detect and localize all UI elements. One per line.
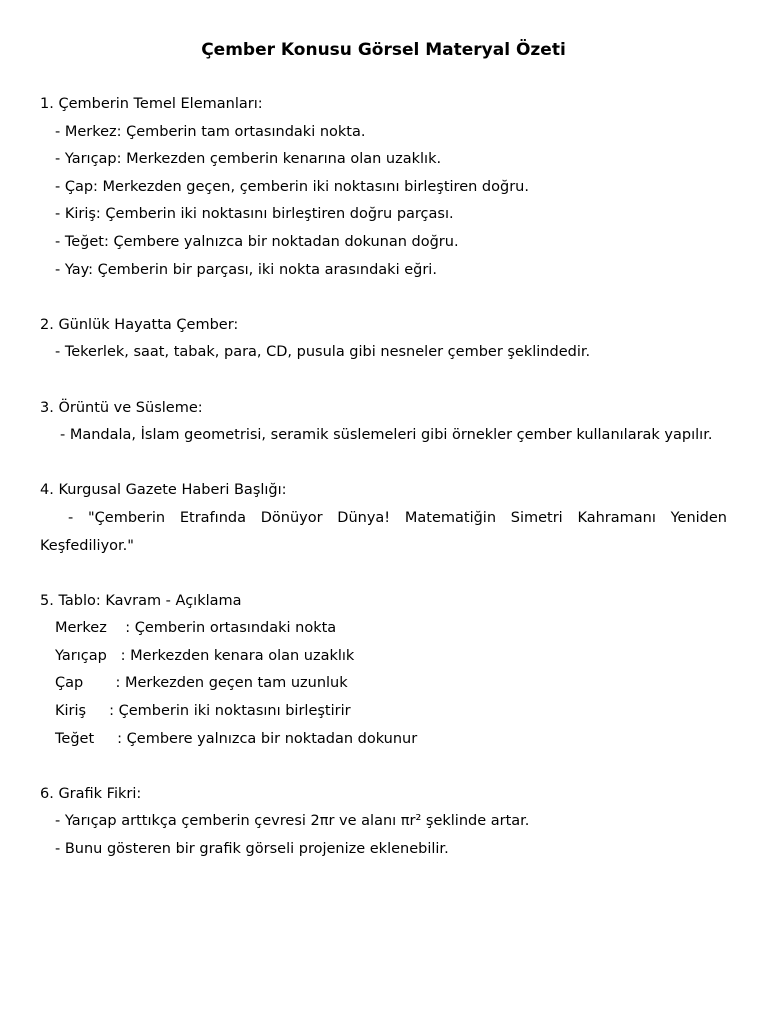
spacer bbox=[40, 367, 727, 395]
section-heading: 1. Çemberin Temel Elemanları: bbox=[40, 96, 263, 112]
table-description: Çembere yalnızca bir noktadan dokunur bbox=[126, 730, 418, 747]
table-term: Kiriş bbox=[55, 703, 87, 720]
table-separator: : bbox=[94, 730, 127, 747]
section-basic-elements bbox=[40, 91, 727, 284]
section-pattern bbox=[40, 395, 727, 450]
list-item: - Yay: Çemberin bir parçası, iki nokta arasındaki eğri. bbox=[55, 261, 437, 278]
section-heading: 2. Günlük Hayatta Çember: bbox=[40, 316, 239, 333]
table-description: Merkezden geçen tam uzunluk bbox=[124, 675, 348, 692]
document-title: Çember Konusu Görsel Materyal Özeti bbox=[201, 40, 566, 60]
table-description: Merkezden kenara olan uzaklık bbox=[130, 647, 355, 664]
table-term: Yarıçap bbox=[55, 647, 107, 664]
table-term: Teğet bbox=[55, 730, 95, 747]
table-separator: : bbox=[106, 620, 135, 637]
table-row bbox=[40, 726, 727, 754]
section-paragraph: - "Çemberin Etrafında Dönüyor Dünya! Matematiğin Simetri Kahramanı Yeniden Keşfediliyor." bbox=[40, 509, 727, 554]
spacer bbox=[40, 284, 727, 312]
section-graph-idea bbox=[40, 781, 727, 864]
section-paragraph: - Mandala, İslam geometrisi, seramik süslemeleri gibi örnekler çember kullanılarak yapılır. bbox=[60, 427, 713, 444]
list-item: - Kiriş: Çemberin iki noktasını birleştiren doğru parçası. bbox=[55, 206, 454, 223]
spacer bbox=[40, 560, 727, 588]
table-row bbox=[40, 670, 727, 698]
spacer bbox=[40, 450, 727, 478]
section-daily-life bbox=[40, 312, 727, 367]
section-heading: 3. Örüntü ve Süsleme: bbox=[40, 399, 203, 416]
list-item: - Merkez: Çemberin tam ortasındaki nokta. bbox=[55, 123, 366, 140]
list-item: - Yarıçap: Merkezden çemberin kenarına olan uzaklık. bbox=[55, 151, 442, 168]
section-table bbox=[40, 588, 727, 754]
list-item: - Teğet: Çembere yalnızca bir noktadan dokunan doğru. bbox=[55, 233, 459, 250]
section-heading: 5. Tablo: Kavram - Açıklama bbox=[40, 592, 242, 609]
table-description: Çemberin iki noktasını birleştirir bbox=[118, 703, 351, 720]
table-term: Merkez bbox=[55, 620, 107, 637]
table-row bbox=[40, 698, 727, 726]
table-row bbox=[40, 643, 727, 671]
table-description: Çemberin ortasındaki nokta bbox=[134, 620, 337, 637]
document-page bbox=[40, 38, 727, 864]
section-newspaper-headline bbox=[40, 477, 727, 560]
list-item: - Yarıçap arttıkça çemberin çevresi 2πr ve alanı πr² şeklinde artar. bbox=[55, 813, 530, 830]
section-heading: 6. Grafik Fikri: bbox=[40, 785, 142, 802]
table-separator: : bbox=[106, 647, 131, 664]
table-separator: : bbox=[86, 703, 119, 720]
list-item: - Tekerlek, saat, tabak, para, CD, pusula gibi nesneler çember şeklindedir. bbox=[55, 344, 591, 361]
list-item: - Çap: Merkezden geçen, çemberin iki noktasını birleştiren doğru. bbox=[55, 178, 529, 195]
list-item: - Bunu gösteren bir grafik görseli projenize eklenebilir. bbox=[55, 841, 449, 858]
table-term: Çap bbox=[55, 675, 84, 692]
table-row bbox=[40, 615, 727, 643]
table-separator: : bbox=[83, 675, 125, 692]
section-heading: 4. Kurgusal Gazete Haberi Başlığı: bbox=[40, 482, 287, 499]
spacer bbox=[40, 753, 727, 781]
